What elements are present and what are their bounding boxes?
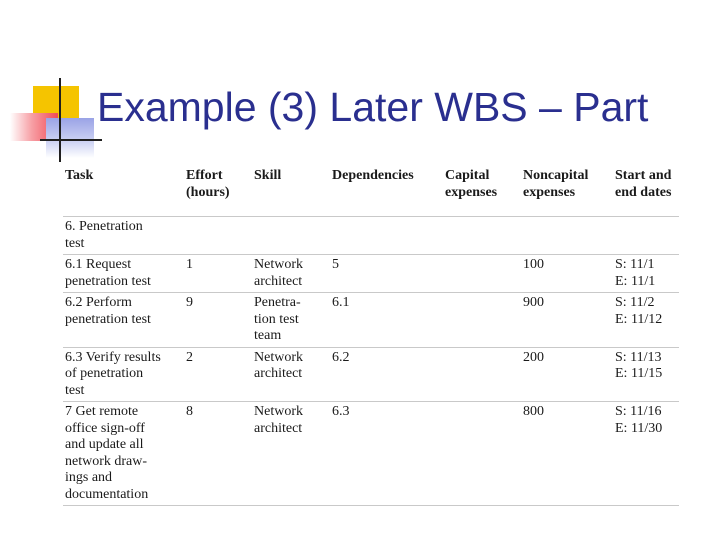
wbs-table: [63, 165, 679, 506]
cell-noncapital: 200: [521, 347, 613, 402]
logo-blue-square: [46, 118, 94, 158]
cell-effort: 1: [184, 255, 252, 293]
table-row: [63, 402, 679, 506]
table-row: [63, 347, 679, 402]
column-header-skill: Skill: [252, 165, 330, 217]
table-row: [63, 217, 679, 255]
cell-capital: [443, 293, 521, 348]
column-header-capital-expenses: Capital expenses: [443, 165, 521, 217]
cell-dependencies: 6.2: [330, 347, 443, 402]
table-row: [63, 255, 679, 293]
cell-noncapital: [521, 217, 613, 255]
column-header-task: Task: [63, 165, 184, 217]
cell-task: 6. Penetration test: [63, 217, 184, 255]
slide-title: Example (3) Later WBS – Part: [97, 84, 649, 130]
cell-capital: [443, 402, 521, 506]
cell-effort: 9: [184, 293, 252, 348]
cell-dependencies: 5: [330, 255, 443, 293]
cell-dependencies: 6.3: [330, 402, 443, 506]
cell-dates: [613, 217, 679, 255]
logo-vertical-line: [59, 78, 61, 162]
cell-noncapital: 900: [521, 293, 613, 348]
column-header-dependencies: Dependencies: [330, 165, 443, 217]
cell-skill: Penetra- tion test team: [252, 293, 330, 348]
table-row: [63, 293, 679, 348]
column-header-effort: Effort (hours): [184, 165, 252, 217]
cell-dependencies: 6.1: [330, 293, 443, 348]
cell-dependencies: [330, 217, 443, 255]
cell-effort: 2: [184, 347, 252, 402]
table-header-row: [63, 165, 679, 217]
cell-task: 6.1 Request penetration test: [63, 255, 184, 293]
cell-capital: [443, 217, 521, 255]
cell-dates: S: 11/16 E: 11/30: [613, 402, 679, 506]
cell-dates: S: 11/2 E: 11/12: [613, 293, 679, 348]
cell-skill: Network architect: [252, 402, 330, 506]
cell-skill: Network architect: [252, 347, 330, 402]
column-header-dates: Start and end dates: [613, 165, 679, 217]
cell-noncapital: 100: [521, 255, 613, 293]
cell-dates: S: 11/13 E: 11/15: [613, 347, 679, 402]
cell-effort: 8: [184, 402, 252, 506]
logo-horizontal-line: [40, 139, 102, 141]
cell-noncapital: 800: [521, 402, 613, 506]
column-header-noncapital-expenses: Noncapital expenses: [521, 165, 613, 217]
cell-effort: [184, 217, 252, 255]
cell-dates: S: 11/1 E: 11/1: [613, 255, 679, 293]
cell-task: 7 Get remote office sign-off and update all network draw- ings and documentation: [63, 402, 184, 506]
cell-task: 6.2 Perform penetration test: [63, 293, 184, 348]
cell-capital: [443, 255, 521, 293]
cell-capital: [443, 347, 521, 402]
cell-task: 6.3 Verify results of penetration test: [63, 347, 184, 402]
cell-skill: Network architect: [252, 255, 330, 293]
cell-skill: [252, 217, 330, 255]
